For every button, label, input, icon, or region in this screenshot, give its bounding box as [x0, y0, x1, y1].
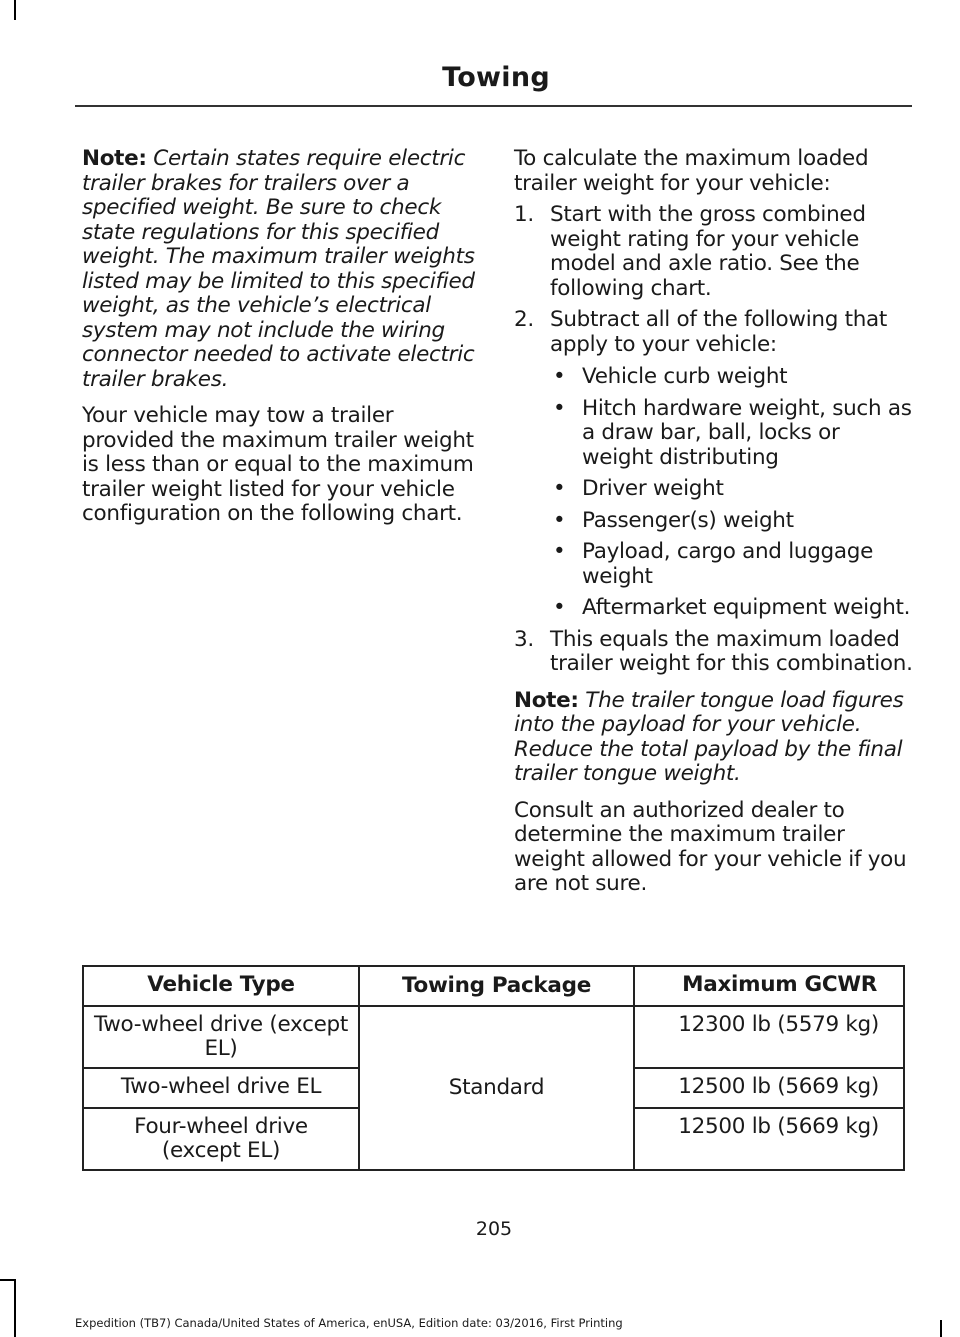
list-item	[550, 509, 914, 534]
vehicle-type-cell: Two-wheel drive (except EL)	[83, 1006, 359, 1068]
step-number: 2.	[514, 307, 534, 332]
bullet-icon: •	[553, 395, 566, 421]
list-item-text: Hitch hardware weight, such as a draw bar, ball, locks or weight distributing	[582, 395, 912, 470]
left-column	[82, 147, 482, 539]
vehicle-type-cell: Two-wheel drive EL	[83, 1068, 359, 1108]
step-3	[514, 628, 914, 677]
gcwr-cell: 12500 lb (5669 kg)	[634, 1108, 904, 1170]
gcwr-cell: 12500 lb (5669 kg)	[634, 1068, 904, 1108]
list-item	[550, 596, 914, 621]
list-item-text: Passenger(s) weight	[582, 507, 794, 533]
list-item	[550, 365, 914, 390]
bullet-icon: •	[553, 507, 566, 533]
bullet-icon: •	[553, 595, 566, 620]
list-item-text: Aftermarket equipment weight.	[582, 595, 911, 620]
note-label: Note:	[82, 146, 147, 171]
footer-edition-text: Expedition (TB7) Canada/United States of America, enUSA, Edition date: 03/2016, First Printing	[75, 1316, 623, 1330]
list-item-text: Vehicle curb weight	[582, 364, 788, 389]
list-item	[550, 477, 914, 502]
table-header-row	[83, 966, 904, 1006]
column-header-towing-package: Towing Package	[359, 966, 634, 1006]
page-title: Towing	[442, 62, 550, 93]
note-text: The trailer tongue load figures into the payload for your vehicle. Reduce the total payload by the final trailer tongue weight.	[514, 687, 904, 786]
step-text: This equals the maximum loaded trailer weight for this combination.	[550, 626, 913, 676]
gcwr-cell: 12300 lb (5579 kg)	[634, 1006, 904, 1068]
page-number: 205	[475, 1218, 513, 1240]
list-item	[550, 397, 914, 471]
list-item-text: Driver weight	[582, 476, 724, 501]
body-paragraph: Your vehicle may tow a trailer provided the maximum trailer weight is less than or equal to the maximum trailer weight listed for your vehicle configuration on the following chart.	[82, 403, 474, 526]
note-label: Note:	[514, 687, 579, 713]
note-paragraph	[514, 689, 914, 787]
gcwr-table	[82, 965, 905, 1171]
table-row	[83, 1006, 904, 1068]
step-text: Start with the gross combined weight rating for your vehicle model and axle ratio. See the following chart.	[550, 202, 866, 301]
vehicle-type-cell: Four-wheel drive (except EL)	[83, 1108, 359, 1170]
intro-paragraph: To calculate the maximum loaded trailer weight for your vehicle:	[514, 146, 869, 196]
list-item	[550, 540, 914, 589]
step-text: Subtract all of the following that apply to your vehicle:	[550, 307, 888, 357]
bullet-icon: •	[553, 476, 566, 501]
bullet-icon: •	[553, 364, 566, 389]
step-number: 1.	[514, 202, 534, 227]
column-header-vehicle-type: Vehicle Type	[83, 966, 359, 1006]
crop-mark-bottom-left	[14, 1280, 16, 1337]
towing-package-cell: Standard	[359, 1006, 634, 1170]
column-header-max-gcwr: Maximum GCWR	[634, 966, 904, 1006]
crop-mark-bottom-right	[940, 1320, 942, 1337]
header-divider	[75, 105, 912, 107]
step-2	[514, 308, 914, 621]
list-item-text: Payload, cargo and luggage weight	[582, 539, 874, 589]
note-text: Certain states require electric trailer brakes for trailers over a specified weight. Be sure to check state regulations for this specified weight. The maximum trailer weights listed may be limited to this specified weight, as the vehicle’s electrical system may not include the wiring connector needed to activate electric trailer brakes.	[82, 146, 475, 392]
step-1	[514, 203, 914, 301]
bullet-list	[550, 365, 914, 621]
crop-mark-top-left	[14, 0, 16, 20]
bullet-icon: •	[553, 539, 566, 564]
crop-mark-bottom-left-h	[0, 1279, 16, 1281]
right-column	[514, 147, 914, 909]
step-number: 3.	[514, 626, 534, 652]
closing-paragraph: Consult an authorized dealer to determine the maximum trailer weight allowed for your vehicle if you are not sure.	[514, 797, 907, 896]
note-paragraph	[82, 147, 482, 392]
